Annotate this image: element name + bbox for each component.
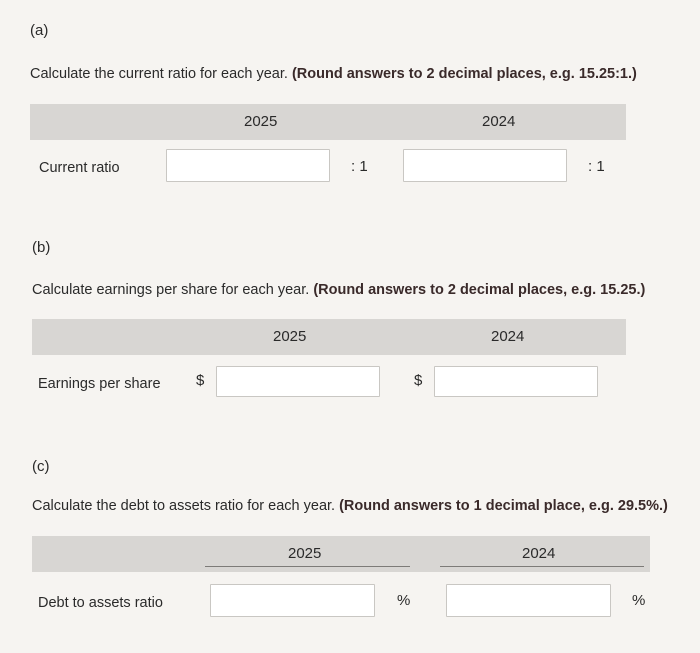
- current-ratio-2024-input[interactable]: [403, 149, 567, 182]
- part-b-header: [32, 319, 626, 355]
- part-c-instruction-rounding: (Round answers to 1 decimal place, e.g. 29.5%.): [339, 498, 668, 514]
- part-c-col-2024-underline: [440, 566, 644, 567]
- current-ratio-2025-input[interactable]: [166, 149, 330, 182]
- eps-2025-prefix: $: [196, 372, 205, 389]
- part-b-instruction-text: Calculate earnings per share for each year.: [32, 282, 314, 298]
- part-c-instruction-text: Calculate the debt to assets ratio for each year.: [32, 498, 340, 514]
- eps-2024-prefix: $: [414, 372, 423, 389]
- part-c-col-2025-underline: [205, 566, 410, 567]
- part-b-col-2025: 2025: [273, 328, 307, 345]
- part-a-col-2024: 2024: [482, 113, 516, 130]
- debt-to-assets-2025-input[interactable]: [210, 584, 375, 617]
- part-b-label: (b): [32, 239, 51, 256]
- part-b-col-2024: 2024: [491, 328, 525, 345]
- part-a-instruction-text: Calculate the current ratio for each year.: [30, 66, 292, 82]
- part-a-col-2025: 2025: [244, 113, 278, 130]
- debt-to-assets-2024-suffix: %: [632, 592, 646, 609]
- current-ratio-label: Current ratio: [39, 160, 120, 176]
- debt-to-assets-2024-input[interactable]: [446, 584, 611, 617]
- current-ratio-2024-suffix: : 1: [588, 158, 605, 175]
- part-b-instruction: [32, 282, 645, 298]
- part-b-instruction-rounding: (Round answers to 2 decimal places, e.g. 15.25.): [313, 282, 646, 298]
- part-a-instruction: [30, 66, 637, 82]
- debt-to-assets-2025-suffix: %: [397, 592, 411, 609]
- part-c-col-2025: 2025: [288, 545, 322, 562]
- part-c-label: (c): [32, 458, 50, 475]
- current-ratio-2025-suffix: : 1: [351, 158, 368, 175]
- part-c-instruction: [32, 498, 668, 514]
- part-a-instruction-rounding: (Round answers to 2 decimal places, e.g. 15.25:1.): [291, 66, 637, 82]
- part-a-label: (a): [30, 22, 49, 39]
- eps-2025-input[interactable]: [216, 366, 380, 397]
- eps-2024-input[interactable]: [434, 366, 598, 397]
- part-a-header: [30, 104, 626, 140]
- eps-label: Earnings per share: [38, 376, 161, 392]
- part-c-col-2024: 2024: [522, 545, 556, 562]
- debt-to-assets-label: Debt to assets ratio: [38, 595, 163, 611]
